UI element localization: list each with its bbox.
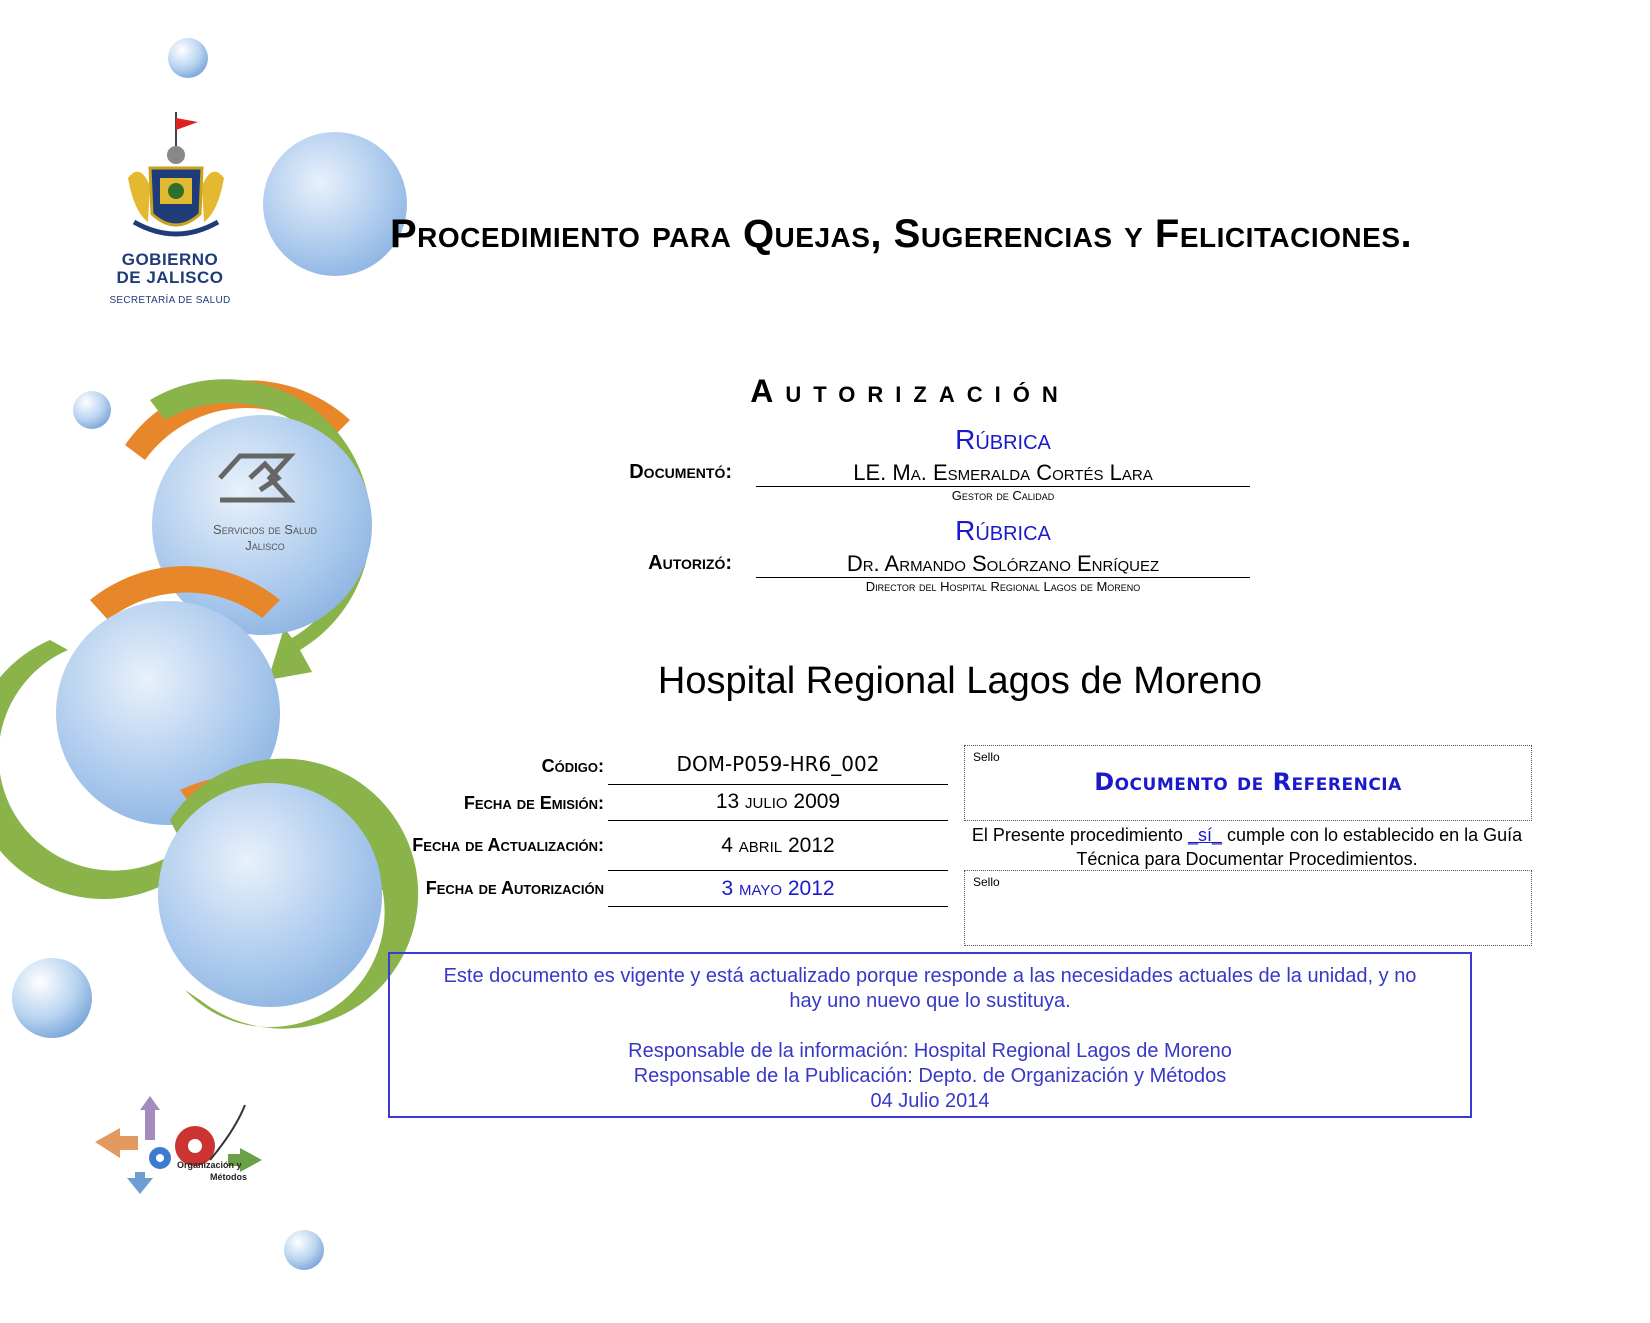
- presente-after: cumple con lo establecido en la Guía Técnica para Documentar Procedimientos.: [1076, 825, 1523, 869]
- secretaria-logo-text: SECRETARÍA DE SALUD: [109, 295, 231, 306]
- fecha-autorizacion-line: [608, 906, 948, 907]
- organizacion-label-line1: Organización y: [177, 1160, 242, 1170]
- emision-line: [608, 820, 948, 821]
- presente-before: El Presente procedimiento: [971, 825, 1188, 845]
- autorizo-label: Autorizó:: [648, 552, 732, 574]
- gobierno-logo-line1: GOBIERNO: [121, 250, 219, 269]
- documento-role: Gestor de Calidad: [951, 488, 1055, 503]
- actualizacion-value: 4 abril 2012: [721, 834, 835, 857]
- emision-value: 13 julio 2009: [715, 790, 841, 813]
- sello-label: Sello: [973, 750, 1000, 764]
- fecha-autorizacion-value: 3 mayo 2012: [721, 877, 835, 900]
- vigencia-box: [388, 952, 1472, 1118]
- autorizacion-heading: Autorización: [750, 373, 1070, 409]
- emision-label: Fecha de Emisión:: [463, 793, 604, 813]
- servicios-salud-logo-text: [190, 522, 340, 554]
- bubble-icon: [12, 958, 92, 1038]
- bubble-icon: [284, 1230, 324, 1270]
- codigo-value: DOM-P059-HR6_002: [676, 752, 880, 776]
- bubble-icon: [263, 132, 407, 276]
- servicios-line2: Jalisco: [245, 538, 285, 553]
- autorizo-name: Dr. Armando Solórzano Enríquez: [846, 551, 1160, 576]
- actualizacion-line: [608, 870, 948, 871]
- coat-of-arms-icon: [128, 112, 224, 234]
- sello-box-top: [964, 745, 1532, 821]
- sello-box-bottom: [964, 870, 1532, 946]
- actualizacion-label: Fecha de Actualización:: [412, 835, 604, 855]
- responsable-informacion: Responsable de la información: Hospital Regional Lagos de Moreno: [628, 1040, 1232, 1062]
- autorizo-role: Director del Hospital Regional Lagos de Moreno: [865, 579, 1141, 594]
- vigencia-date: 04 Julio 2014: [870, 1090, 990, 1112]
- documento-label: Documentó:: [629, 461, 732, 483]
- documento-referencia: Documento de Referencia: [1094, 768, 1402, 796]
- sello-label: Sello: [973, 875, 1000, 889]
- hospital-name: Hospital Regional Lagos de Moreno: [657, 660, 1263, 702]
- codigo-line: [608, 784, 948, 785]
- bubble-icon: [73, 391, 111, 429]
- codigo-label: Código:: [541, 756, 604, 776]
- decorative-graphics: [0, 0, 420, 1318]
- autorizo-signature-line: [756, 577, 1250, 578]
- decorative-sidebar: [0, 0, 420, 1318]
- bubble-icon: [168, 38, 208, 78]
- presente-si: _sí_: [1187, 825, 1222, 845]
- circle-3: [158, 783, 382, 1007]
- vigencia-statement: Este documento es vigente y está actualizado porque responde a las necesidades actuales de la unidad, y no hay uno nuevo que lo sustituya.: [443, 965, 1417, 1012]
- fecha-autorizacion-label: Fecha de Autorización: [425, 878, 604, 898]
- documento-name: LE. Ma. Esmeralda Cortés Lara: [853, 460, 1153, 485]
- autorizo-rubrica: Rúbrica: [955, 515, 1051, 546]
- presente-text: [964, 823, 1530, 871]
- documento-signature-line: [756, 486, 1250, 487]
- documento-rubrica: Rúbrica: [955, 424, 1051, 455]
- organizacion-label-line2: Métodos: [210, 1172, 247, 1182]
- gobierno-logo-line2: DE JALISCO: [116, 268, 224, 287]
- responsable-publicacion: Responsable de la Publicación: Depto. de Organización y Métodos: [633, 1065, 1227, 1087]
- page-title: Procedimiento para Quejas, Sugerencias y Felicitaciones.: [390, 212, 1413, 256]
- servicios-line1: Servicios de Salud: [213, 522, 317, 537]
